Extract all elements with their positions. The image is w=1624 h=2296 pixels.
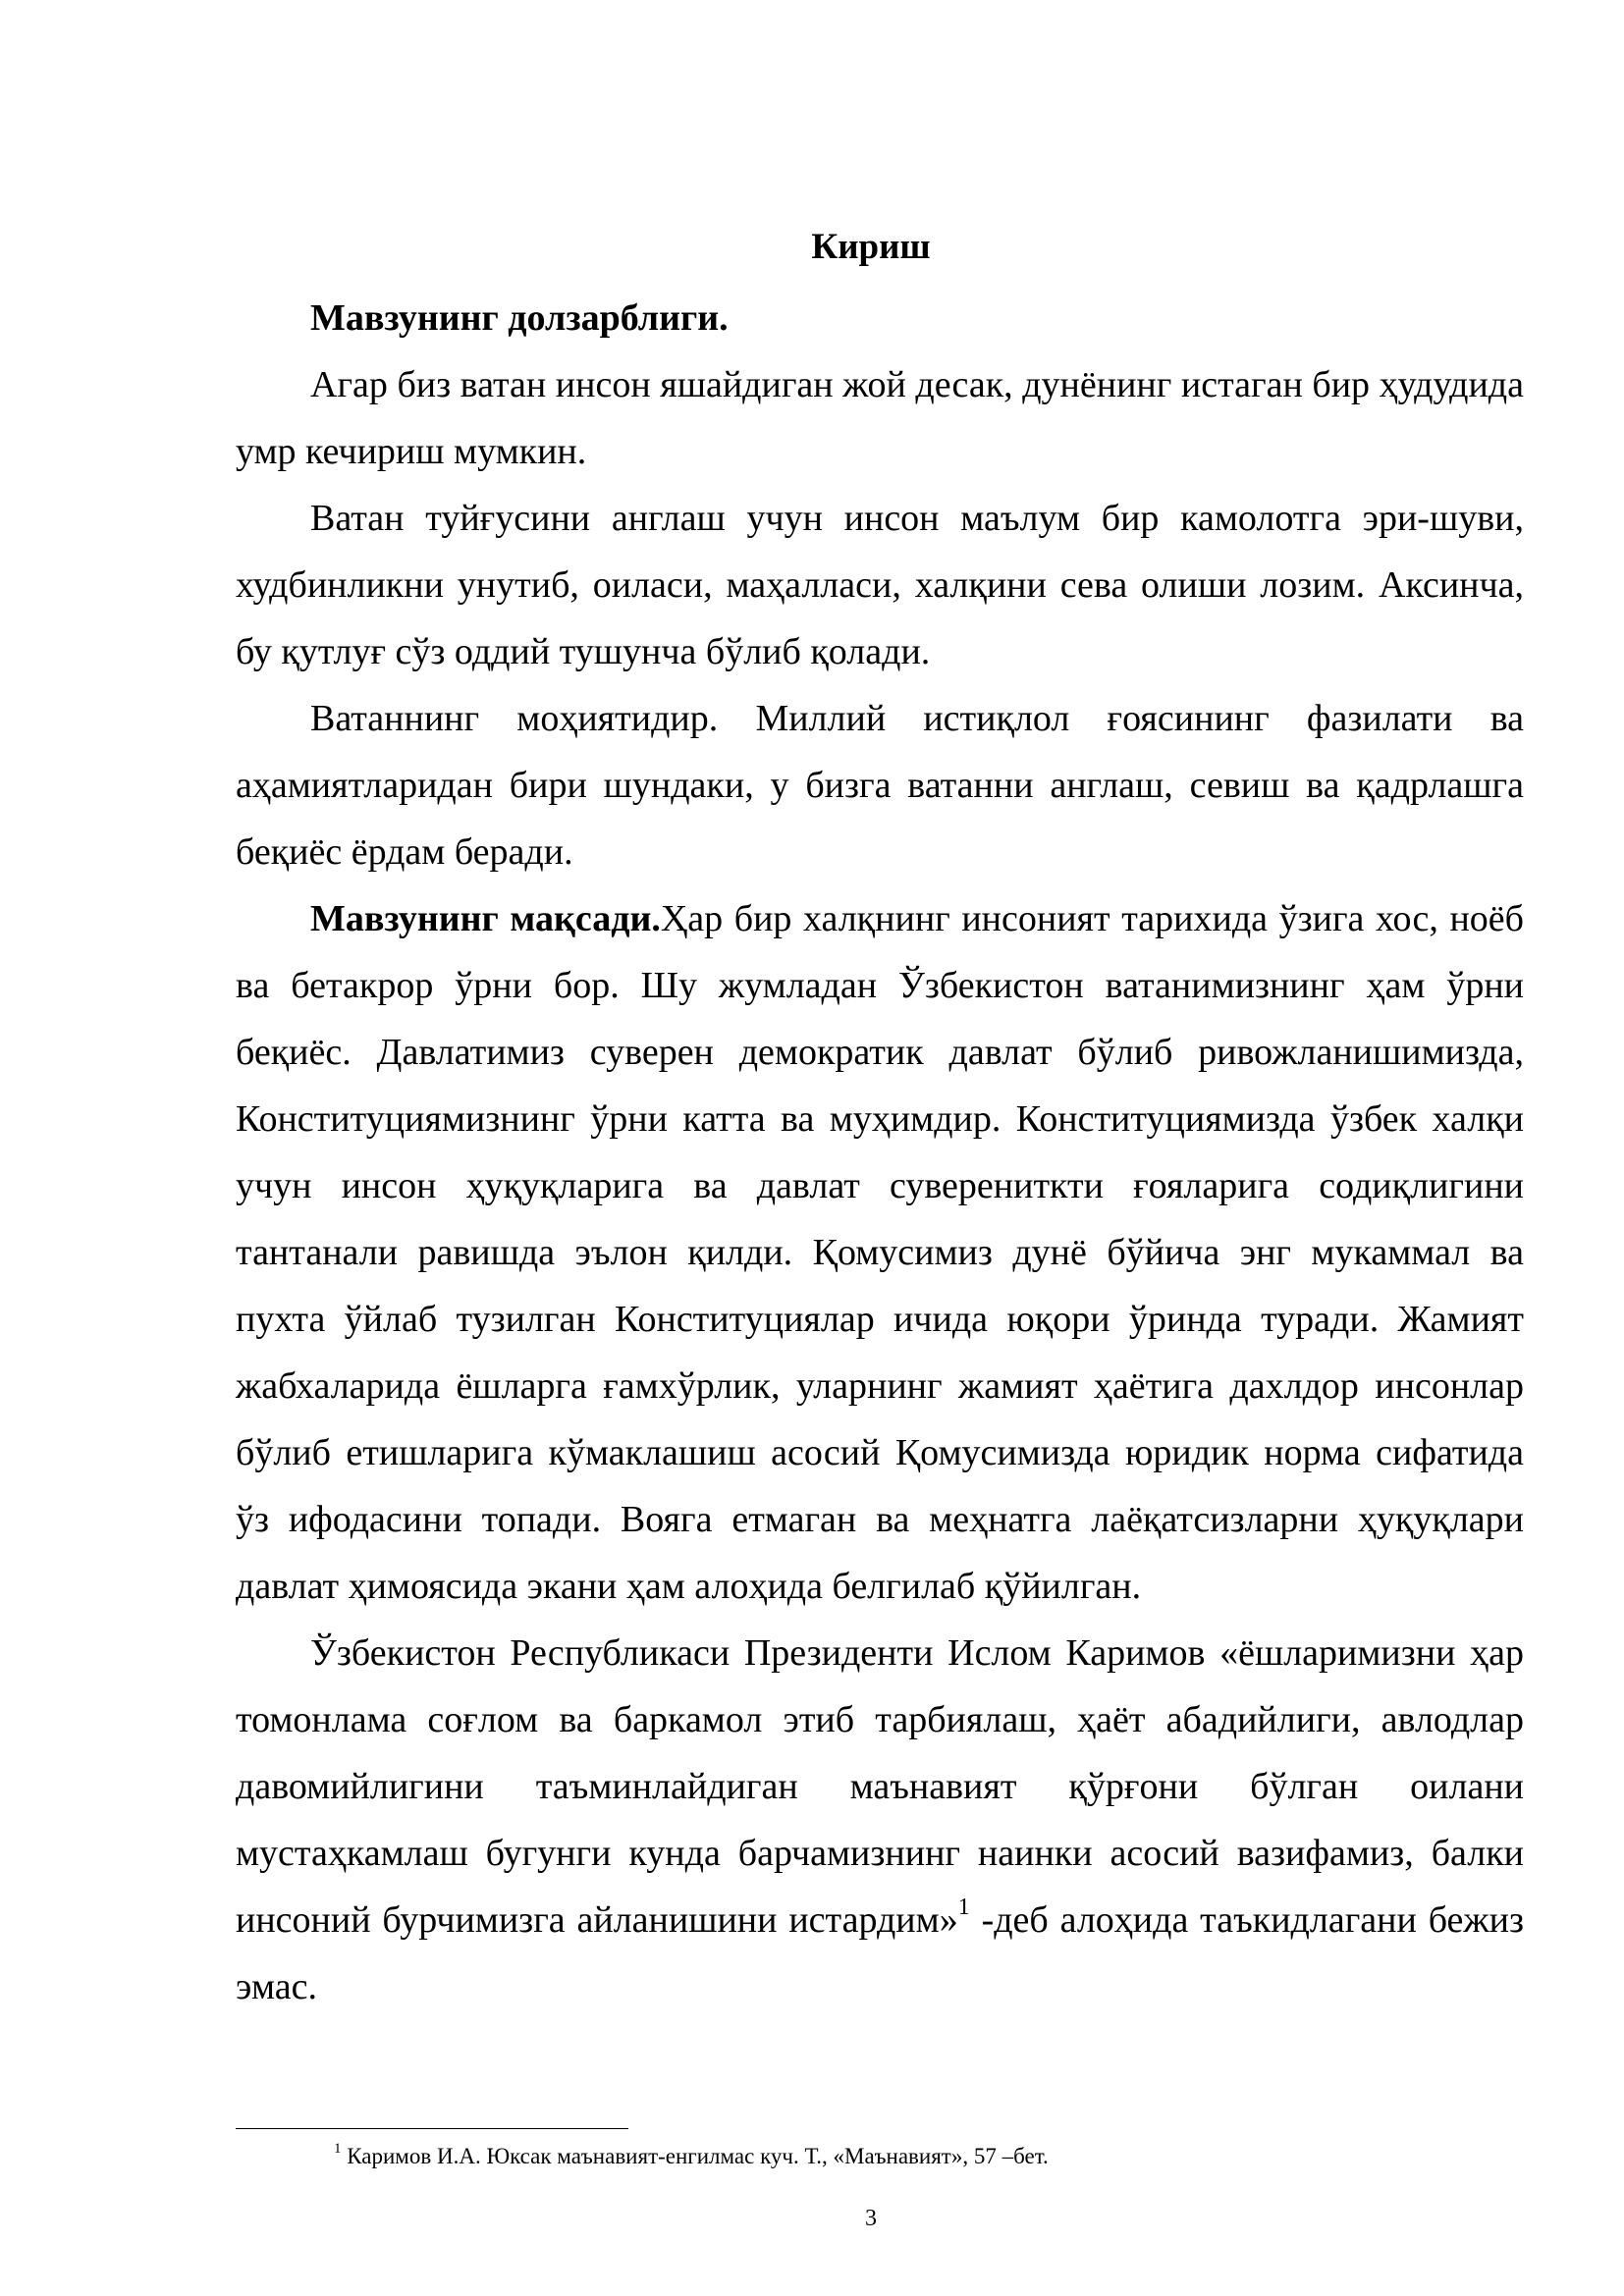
footnote-reference[interactable]: 1 xyxy=(957,1895,970,1921)
footnote xyxy=(334,2140,1049,2173)
paragraph-2: Ватан туйғусини англаш учун инсон маълум бир камолотга эри-шуви, худбинликни унутиб, оиласи, маҳалласи, халқини сева олиши лозим. Аксинча, бу қутлуғ сўз оддий тушунча бўлиб қолади. xyxy=(236,498,1524,672)
paragraph-5-text: Ўзбекистон Республикаси Президенти Ислом Каримов «ёшларимизни ҳар томонлама соғлом ва баркамол этиб тарбиялаш, ҳаёт абадийлиги, авлодлар давомийлигини таъминлайдиган маънавият қўрғони бўлган оилани мустаҳкамлаш бугунги кунда барчамизнинг наинки асосий вазифамиз, балки инсоний бурчимизга айланишини истардим» xyxy=(236,1632,1524,1941)
page-number: 3 xyxy=(865,2206,877,2231)
paragraph-4-text: Ҳар бир халқнинг инсоният тарихида ўзига хос, ноёб ва бетакрор ўрни бор. Шу жумладан Ўзбекистон ватанимизнинг ҳам ўрни беқиёс. Давлатимиз суверен демократик давлат бўлиб ривожланишимизда, Конституциямизнинг ўрни катта ва муҳимдир. Конституциямизда ўзбек халқи учун инсон ҳуқуқларига ва давлат суверениткти ғояларига содиқлигини тантанали равишда эълон қилди. Қомусимиз дунё бўйича энг мукаммал ва пухта ўйлаб тузилган Конституциялар ичида юқори ўринда туради. Жамият жабхаларида ёшларга ғамхўрлик, уларнинг жамият ҳаётига дахлдор инсонлар бўлиб етишларига кўмаклашиш асосий Қомусимизда юридик норма сифатида ўз ифодасини топади. Вояга етмаган ва меҳнатга лаёқатсизларни ҳуқуқлари давлат ҳимоясида экани ҳам алоҳида белгилаб қўйилган. xyxy=(236,898,1525,1607)
page-title: Кириш xyxy=(811,227,931,267)
paragraph-1: Агар биз ватан инсон яшайдиган жой десак, дунёнинг истаган бир ҳудудида умр кечириш мумкин. xyxy=(236,364,1524,472)
footnote-text: Каримов И.А. Юксак маънавият-енгилмас куч. Т., «Маънавият», 57 –бет. xyxy=(341,2144,1049,2168)
paragraph-5-tail: -деб алоҳида таъкидлагани бежиз эмас. xyxy=(236,1899,1525,2007)
section-heading-goal: Мавзунинг мақсади. xyxy=(310,898,661,939)
section-heading-relevance: Мавзунинг долзарблиги. xyxy=(310,297,729,339)
paragraph-4 xyxy=(236,885,1524,1620)
paragraph-3: Ватаннинг моҳиятидир. Миллий истиқлол ғоясининг фазилати ва аҳамиятларидан бири шундаки, у бизга ватанни англаш, севиш ва қадрлашга беқиёс ёрдам беради. xyxy=(236,698,1524,873)
footnote-separator xyxy=(236,2128,628,2129)
footnote-mark: 1 xyxy=(334,2141,342,2158)
document-body xyxy=(236,285,1524,2020)
paragraph-5 xyxy=(236,1620,1524,2020)
